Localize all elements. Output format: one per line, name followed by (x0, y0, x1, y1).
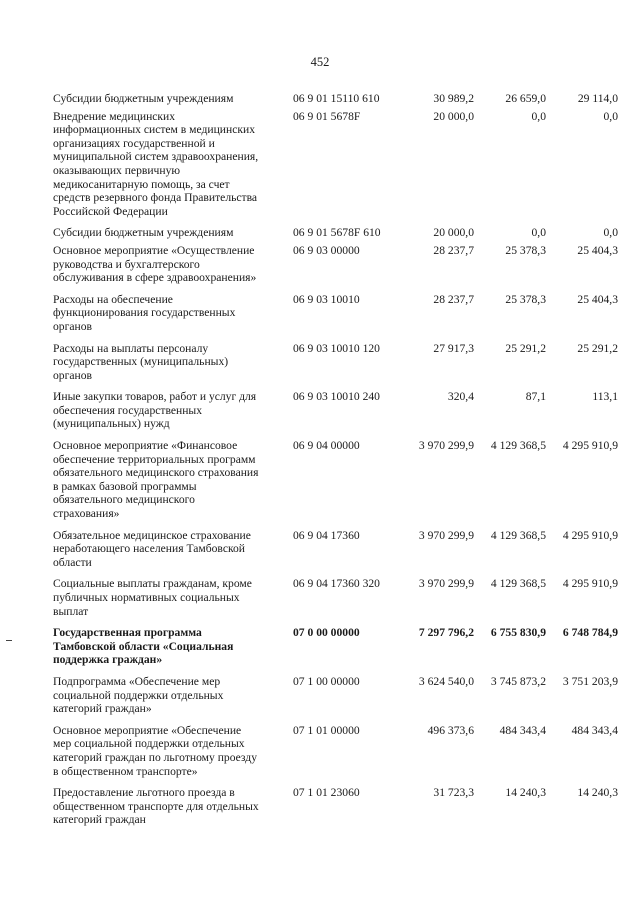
row-name-line: в рамках базовой программы (53, 479, 197, 493)
row-value-year2: 87,1 (525, 390, 546, 404)
row-value-year2: 484 343,4 (499, 723, 546, 737)
row-name-line: Государственная программа (53, 626, 202, 640)
row-name-line: Социальные выплаты гражданам, кроме (53, 577, 252, 591)
row-value-year2: 25 378,3 (505, 292, 546, 306)
row-name (53, 724, 291, 778)
row-name (53, 293, 291, 334)
row-value-year3: 0,0 (603, 226, 618, 240)
row-value-year3: 0,0 (603, 109, 618, 123)
row-name-line: в общественном транспорте» (53, 764, 198, 778)
row-name-line: категорий граждан» (53, 702, 152, 716)
table-row (53, 390, 618, 431)
row-name-line: информационных систем в медицинских (53, 123, 255, 137)
row-name-line: Основное мероприятие «Финансовое (53, 439, 238, 453)
row-name-line: средств резервного фонда Правительства (53, 191, 258, 205)
row-value-year1: 7 297 796,2 (418, 626, 474, 640)
row-value-year3: 25 404,3 (577, 292, 618, 306)
margin-mark (6, 640, 12, 641)
table-row (53, 724, 618, 778)
row-name-line: Тамбовской области «Социальная (53, 639, 234, 653)
row-name-line: (муниципальных) нужд (53, 417, 170, 431)
row-code: 06 9 04 17360 320 (293, 577, 380, 591)
row-code: 06 9 01 5678F 610 (293, 226, 381, 240)
row-name-line: категорий граждан по льготному проезду (53, 750, 257, 764)
row-name-line: категорий граждан (53, 813, 146, 827)
table-row (53, 626, 618, 667)
table-row (53, 92, 618, 106)
table-row (53, 786, 618, 827)
row-name-line: социальной поддержки отдельных (53, 688, 224, 702)
table-row (53, 110, 618, 219)
row-name (53, 439, 291, 521)
row-value-year3: 25 291,2 (577, 341, 618, 355)
row-name-line: медикосанитарную помощь, за счет (53, 177, 230, 191)
row-name-line: оказывающих первичную (53, 163, 181, 177)
row-name-line: Российской Федерации (53, 204, 168, 218)
row-value-year3: 29 114,0 (577, 92, 618, 105)
row-name-line: неработающего населения Тамбовской (53, 542, 246, 556)
row-name-line: публичных нормативных социальных (53, 591, 240, 604)
row-value-year1: 30 989,2 (433, 92, 474, 105)
row-name-line: мер социальной поддержки отдельных (53, 737, 245, 751)
row-name-line: Субсидии бюджетным учреждениям (53, 92, 234, 105)
row-code: 06 9 01 5678F (293, 109, 361, 123)
row-value-year1: 3 970 299,9 (418, 528, 474, 542)
row-name-line: страхования» (53, 507, 120, 521)
row-name-line: муниципальной систем здравоохранения, (53, 150, 259, 164)
row-name (53, 786, 291, 827)
row-name-line: обеспечение территориальных программ (53, 452, 256, 466)
row-name (53, 110, 291, 219)
row-value-year2: 3 745 873,2 (490, 674, 546, 688)
row-code: 06 9 03 10010 (293, 292, 360, 306)
row-value-year2: 26 659,0 (505, 92, 546, 105)
row-code: 07 0 00 00000 (293, 626, 360, 640)
row-value-year3: 4 295 910,9 (562, 577, 618, 591)
row-name-line: выплат (53, 604, 89, 618)
row-code: 06 9 01 15110 610 (293, 92, 380, 105)
table-row (53, 244, 618, 285)
row-name-line: государственных (муниципальных) (53, 355, 229, 369)
row-name-line: Расходы на обеспечение (53, 292, 173, 306)
row-name-line: Предоставление льготного проезда в (53, 786, 235, 800)
row-name-line: обеспечения государственных (53, 403, 203, 417)
row-value-year1: 31 723,3 (433, 786, 474, 800)
row-value-year1: 28 237,7 (433, 243, 474, 257)
row-name-line: Подпрограмма «Обеспечение мер (53, 674, 221, 688)
row-name (53, 92, 291, 106)
row-name (53, 529, 291, 570)
row-value-year1: 20 000,0 (433, 226, 474, 240)
row-value-year3: 25 404,3 (577, 243, 618, 257)
row-name-line: органов (53, 319, 92, 333)
row-value-year1: 20 000,0 (433, 109, 474, 123)
page-number: 452 (310, 55, 330, 69)
row-code: 06 9 04 17360 (293, 528, 360, 542)
row-name-line: организациях государственной и (53, 136, 215, 150)
row-value-year3: 14 240,3 (577, 786, 618, 800)
row-name-line: Обязательное медицинское страхование (53, 528, 251, 542)
row-name-line: области (53, 555, 92, 569)
row-name (53, 244, 291, 285)
row-name-line: Расходы на выплаты персоналу (53, 341, 209, 355)
row-value-year2: 0,0 (531, 226, 546, 240)
row-name (53, 390, 291, 431)
row-code: 06 9 03 10010 240 (293, 390, 380, 404)
row-value-year3: 4 295 910,9 (562, 439, 618, 453)
row-value-year3: 6 748 784,9 (562, 626, 618, 640)
row-name-line: обслуживания в сфере здравоохранения» (53, 271, 257, 285)
row-name-line: Основное мероприятие «Осуществление (53, 243, 255, 257)
row-value-year1: 3 970 299,9 (418, 439, 474, 453)
row-value-year2: 4 129 368,5 (490, 528, 546, 542)
row-value-year2: 4 129 368,5 (490, 439, 546, 453)
row-value-year1: 28 237,7 (433, 292, 474, 306)
row-value-year1: 320,4 (447, 390, 474, 404)
row-name (53, 675, 291, 716)
table-row (53, 577, 618, 618)
row-name-line: обязательного медицинского страхования (53, 466, 259, 480)
row-value-year1: 496 373,6 (427, 723, 474, 737)
table-row (53, 342, 618, 383)
row-value-year2: 4 129 368,5 (490, 577, 546, 591)
row-code: 07 1 01 23060 (293, 786, 360, 800)
row-value-year3: 4 295 910,9 (562, 528, 618, 542)
row-name-line: органов (53, 368, 92, 382)
row-value-year2: 6 755 830,9 (490, 626, 546, 640)
row-code: 06 9 04 00000 (293, 439, 360, 453)
row-name (53, 626, 291, 667)
row-value-year1: 3 970 299,9 (418, 577, 474, 591)
row-value-year3: 3 751 203,9 (562, 674, 618, 688)
row-name-line: Внедрение медицинских (53, 109, 176, 123)
table-row (53, 226, 618, 240)
row-name-line: Субсидии бюджетным учреждениям (53, 226, 234, 240)
table-row (53, 439, 618, 521)
row-name (53, 342, 291, 383)
row-name (53, 226, 291, 240)
row-name-line: Иные закупки товаров, работ и услуг для (53, 390, 257, 404)
row-value-year2: 14 240,3 (505, 786, 546, 800)
row-code: 07 1 01 00000 (293, 723, 360, 737)
table-row (53, 675, 618, 716)
row-name-line: руководства и бухгалтерского (53, 257, 200, 271)
row-value-year1: 27 917,3 (433, 341, 474, 355)
row-code: 06 9 03 10010 120 (293, 341, 380, 355)
row-value-year2: 25 378,3 (505, 243, 546, 257)
row-name-line: общественном транспорте для отдельных (53, 799, 259, 813)
row-code: 07 1 00 00000 (293, 674, 360, 688)
row-name (53, 577, 291, 618)
row-name-line: функционирования государственных (53, 306, 236, 320)
budget-table (53, 92, 618, 835)
row-name-line: поддержка граждан» (53, 653, 163, 667)
row-value-year3: 113,1 (592, 390, 618, 404)
row-value-year1: 3 624 540,0 (418, 674, 474, 688)
row-value-year2: 25 291,2 (505, 341, 546, 355)
row-name-line: обязательного медицинского (53, 493, 195, 507)
row-code: 06 9 03 00000 (293, 243, 360, 257)
row-value-year2: 0,0 (531, 109, 546, 123)
row-value-year3: 484 343,4 (571, 723, 618, 737)
table-row (53, 293, 618, 334)
table-row (53, 529, 618, 570)
row-name-line: Основное мероприятие «Обеспечение (53, 723, 242, 737)
